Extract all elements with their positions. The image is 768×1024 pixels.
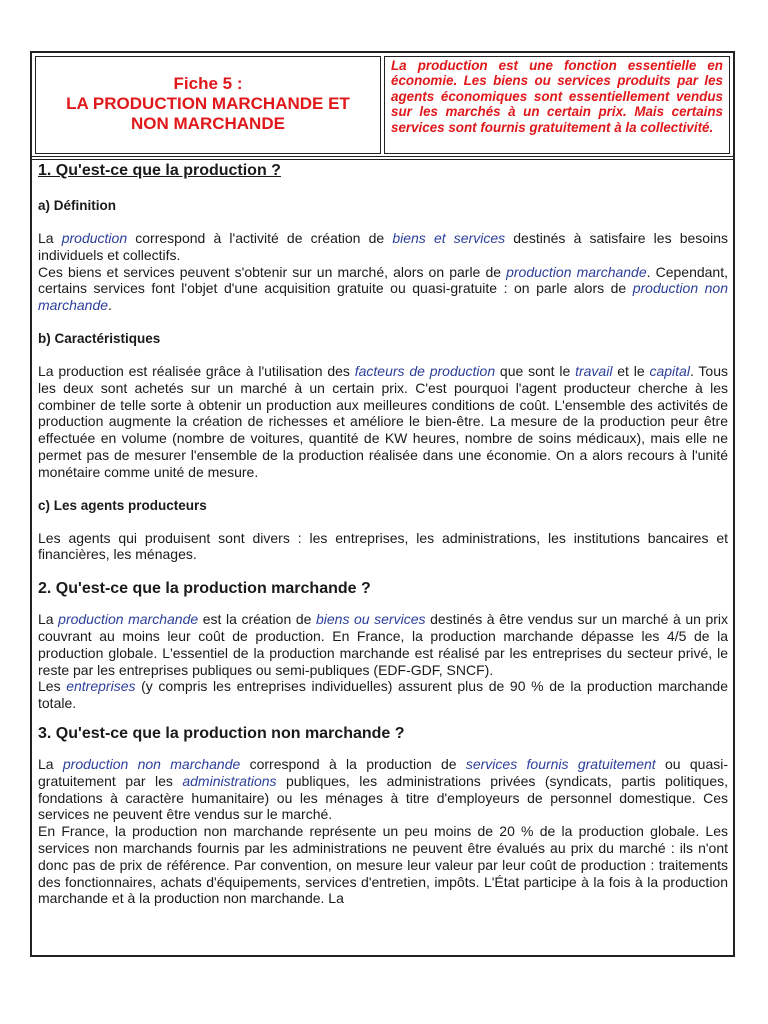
title-line-2: LA PRODUCTION MARCHANDE ET (66, 94, 350, 113)
title-line-3: NON MARCHANDE (131, 114, 285, 133)
keyword-production-marchande-2: production marchande (58, 611, 199, 628)
keyword-services-gratuits: services fournis gratuitement (465, 755, 656, 772)
keyword-facteurs-production: facteurs de production (354, 362, 496, 379)
non-marchande-paragraph-1: La production non marchande correspond à la production de services fournis gratuitement ou quasi-gratuitement par les administrations publiques, les administrations privées (syndicats, partis politiques, fondations à caractère humanitaire) ou les ménages à titre d'employeurs de personnel domestique. Ces services ne peuvent être vendus sur le marché. (38, 755, 729, 823)
title-line-1: Fiche 5 : (173, 74, 243, 93)
keyword-production-marchande: production marchande (506, 263, 647, 280)
keyword-production-non-marchande: production non marchande (38, 280, 728, 314)
section-3-heading: 3. Qu'est-ce que la production non marchande ? (38, 724, 405, 742)
keyword-travail: travail (575, 362, 613, 379)
keyword-biens-ou-services: biens ou services (315, 611, 426, 628)
keyword-capital: capital (649, 362, 690, 379)
marchande-paragraph-2: Les entreprises (y compris les entreprises individuelles) assurent plus de 90 % de la production marchande totale. (38, 678, 728, 712)
marchande-paragraph-1: La production marchande est la création de biens ou services destinés à être vendus sur un marché à un prix couvrant au moins leur coût de production. En France, la production marchande dépasse les 4/5 de la production globale. L'essentiel de la production marchande est réalisé par les entreprises du secteur privé, le reste par les entreprises publiques ou semi-publiques (EDF-GDF, SNCF). (38, 611, 729, 678)
document-body (38, 159, 728, 907)
characteristics-paragraph: La production est réalisée grâce à l'utilisation des facteurs de production que sont le travail et le capital. Tous les deux sont achetés sur un marché à un certain prix. C'est pourquoi l'agent producteur cherche à les combiner de telle sorte à obtenir un production aux meilleures conditions de coût. L'ensemble des activités de production augmente la création de richesses et améliore le bien-être. La mesure de la production peur être effectuée en volume (nombre de voitures, quantité de KW heures, nombre de soins médicaux), mais elle ne permet pas de mesurer l'ensemble de la production réalisée dans une économie. On a alors recours à l'unité monétaire comme unité de mesure. (38, 362, 728, 480)
section-1-heading: 1. Qu'est-ce que la production ? (38, 162, 281, 179)
document-page (30, 51, 735, 957)
definition-paragraph-2: Ces biens et services peuvent s'obtenir sur un marché, alors on parle de production marchande. Cependant, certains services font l'objet d'une acquisition gratuite ou quasi-gratuite : on parle alors de production non marchande. (38, 263, 728, 314)
section-2-heading: 2. Qu'est-ce que la production marchande ? (38, 580, 371, 598)
title-box (35, 56, 381, 154)
header-table (32, 53, 733, 160)
keyword-production: production (61, 230, 128, 246)
keyword-administrations: administrations (182, 772, 277, 789)
non-marchande-paragraph-2: En France, la production non marchande représente un peu moins de 20 % de la production globale. Les services non marchands fournis par les administrations ne peuvent être évalués au prix du marché : ils n'ont donc pas de prix de référence. Par convention, on mesure leur valeur par leur coût de production : traitements des fonctionnaires, achats d'équipements, services d'entretien, impôts. L'État participe à la fois à la production marchande et à la production non marchande. La (38, 823, 728, 907)
summary-box: La production est une fonction essentielle en économie. Les biens ou services produits par les agents économiques sont essentiellement vendus sur les marchés à un certain prix. Mais certains services sont fournis gratuitement à la collectivité. (384, 56, 730, 154)
keyword-biens-services: biens et services (392, 230, 506, 246)
agents-paragraph: Les agents qui produisent sont divers : les entreprises, les administrations, les institutions bancaires et financières, les ménages. (38, 529, 728, 563)
keyword-production-non-marchande-2: production non marchande (62, 755, 241, 772)
subsection-b-heading: b) Caractéristiques (38, 330, 161, 346)
keyword-entreprises: entreprises (66, 678, 136, 695)
subsection-a-heading: a) Définition (38, 198, 116, 213)
definition-paragraph-1: La production correspond à l'activité de création de biens et services destinés à satisfaire les besoins individuels et collectifs. (38, 230, 728, 263)
subsection-c-heading: c) Les agents producteurs (38, 497, 207, 513)
